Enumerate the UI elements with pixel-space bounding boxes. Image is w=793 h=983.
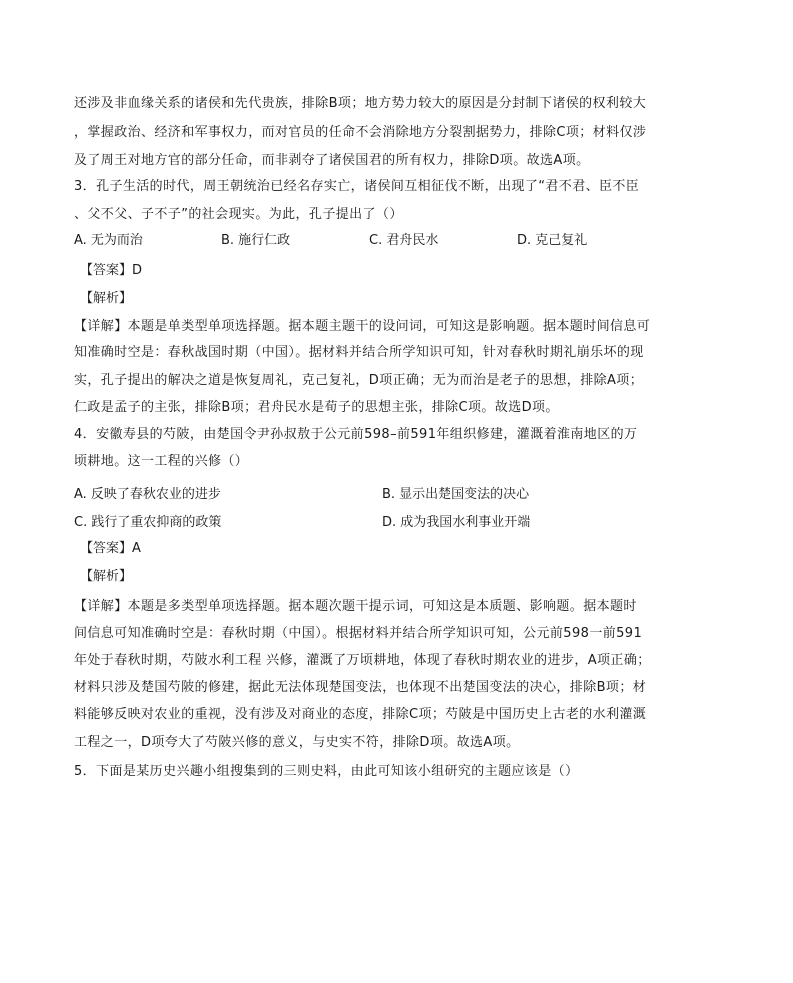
q4-option-b: B. 显示出楚国变法的决心 [382,487,530,502]
q3-option-c: C. 君舟民水 [369,233,439,248]
q3-stem-line: 、父不父、子不子”的社会现实。为此，孔子提出了（） [74,207,403,222]
q3-analysis-label: 【解析】 [80,291,133,306]
q3-answer: 【答案】D [80,263,143,278]
q4-option-c: C. 践行了重农抑商的政策 [74,515,222,530]
q3-option-b: B. 施行仁政 [221,233,291,248]
q4-detail-line: 间信息可知准确时空是：春秋时期（中国）。根据材料并结合所学知识可知，公元前598一前591 [74,626,643,641]
prev-explanation-line: 还涉及非血缘关系的诸侯和先代贵族，排除B项；地方势力较大的原因是分封制下诸侯的权利较大 [74,96,647,111]
prev-explanation-line: 及了周王对地方官的部分任命，而非剥夺了诸侯国君的所有权力，排除D项。故选A项。 [74,153,590,168]
q4-detail-line: 年处于春秋时期，芍陂水利工程 兴修，灌溉了万顷耕地，体现了春秋时期农业的进步，A项正确； [74,653,651,668]
q4-detail-line: 料能够反映对农业的重视，没有涉及对商业的态度，排除C项；芍陂是中国历史上古老的水利灌溉 [74,707,647,722]
q4-detail-line: 【详解】本题是多类型单项选择题。据本题次题干提示词，可知这是本质题、影响题。据本题时 [74,599,637,614]
q3-detail-line: 仁政是孟子的主张，排除B项；君舟民水是荀子的思想主张，排除C项。故选D项。 [74,400,559,415]
q3-option-a: A. 无为而治 [74,233,143,248]
q4-detail-line: 材料只涉及楚国芍陂的修建，据此无法体现楚国变法，也体现不出楚国变法的决心，排除B项；材 [74,680,647,695]
q4-analysis-label: 【解析】 [80,569,133,584]
q4-option-d: D. 成为我国水利事业开端 [382,515,531,530]
q4-stem-line: 顷耕地。这一工程的兴修（） [74,454,249,469]
q5-stem-line: 5．下面是某历史兴趣小组搜集到的三则史料，由此可知该小组研究的主题应该是（） [74,764,579,779]
q4-answer: 【答案】A [80,541,141,556]
q4-stem-line: 4．安徽寿县的芍陂，由楚国令尹孙叔敖于公元前598–前591年组织修建，灌溉着淮南地区的万 [74,427,638,442]
q3-detail-line: 【详解】本题是单类型单项选择题。据本题主题干的设问词，可知这是影响题。据本题时间信息可 [74,319,651,334]
q3-detail-line: 知准确时空是：春秋战国时期（中国）。据材料并结合所学知识可知，针对春秋时期礼崩乐坏的现 [74,345,644,360]
q3-option-d: D. 克己复礼 [517,233,588,248]
q3-detail-line: 实，孔子提出的解决之道是恢复周礼，克己复礼，D项正确；无为而治是老子的思想，排除A项； [74,373,644,388]
q4-option-a: A. 反映了春秋农业的进步 [74,487,221,502]
prev-explanation-line: ，掌握政治、经济和军事权力，而对官员的任命不会消除地方分裂割据势力，排除C项；材料仅涉 [74,125,647,140]
q4-detail-line: 工程之一，D项夸大了芍陂兴修的意义，与史实不符，排除D项。故选A项。 [74,735,520,750]
q3-stem-line: 3．孔子生活的时代，周王朝统治已经名存实亡，诸侯间互相征伐不断，出现了“君不君、臣不臣 [74,179,640,194]
